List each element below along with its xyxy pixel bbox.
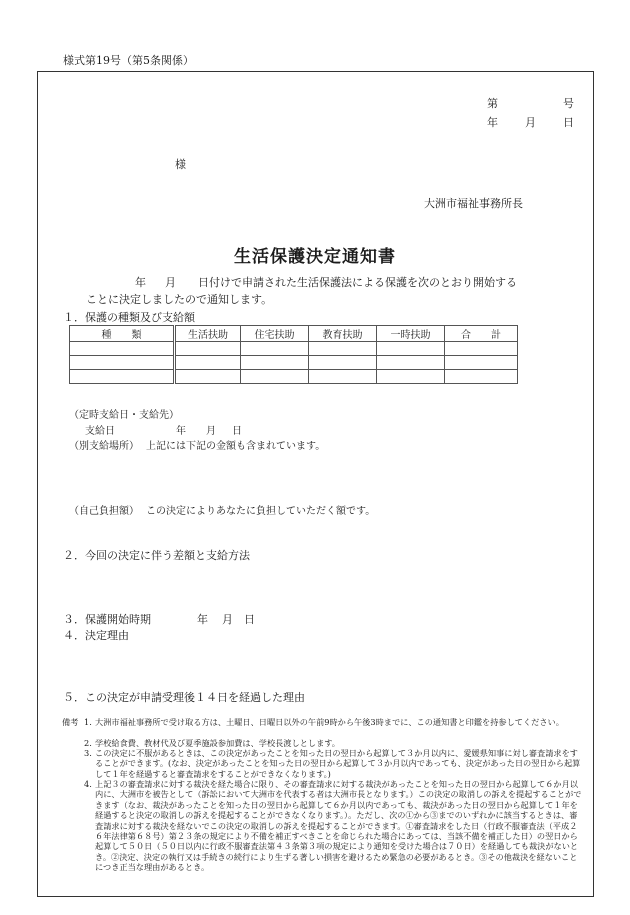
col-living: 生活扶助 xyxy=(175,326,241,342)
table-cell xyxy=(445,356,518,370)
form-number-label: 様式第19号（第5条関係） xyxy=(63,54,194,67)
table-cell xyxy=(175,342,241,356)
recipient-suffix: 様 xyxy=(175,158,186,171)
table-row xyxy=(70,370,518,384)
section3-year: 年 xyxy=(197,613,208,626)
benefit-table xyxy=(69,325,518,384)
note-item xyxy=(84,779,582,873)
table-cell xyxy=(445,370,518,384)
table-cell xyxy=(70,370,175,384)
document-title: 生活保護決定通知書 xyxy=(234,247,396,267)
table-cell xyxy=(377,342,445,356)
table-cell xyxy=(309,342,377,356)
section3-heading: ３．保護開始時期 xyxy=(63,613,151,626)
col-type: 種 類 xyxy=(70,326,175,342)
table-cell xyxy=(241,370,309,384)
note-number: 2. xyxy=(84,738,92,748)
table-row xyxy=(70,342,518,356)
section3-month: 月 xyxy=(222,613,233,626)
number-suffix: 号 xyxy=(563,97,574,110)
table-cell xyxy=(377,370,445,384)
note-number: 3. xyxy=(84,748,92,758)
note-item xyxy=(84,717,582,727)
table-cell xyxy=(175,370,241,384)
self-pay-label: （自己負担額） xyxy=(69,506,139,517)
table-cell xyxy=(377,356,445,370)
section2-heading: ２．今回の決定に伴う差額と支給方法 xyxy=(63,549,250,562)
col-education: 教育扶助 xyxy=(309,326,377,342)
note-number: 1. xyxy=(84,717,92,727)
table-cell xyxy=(309,370,377,384)
note-number: 4. xyxy=(84,779,92,789)
separate-place-label: （別支給場所） xyxy=(69,441,139,452)
payment-year: 年 xyxy=(176,426,186,437)
separate-place-text: 上記には下記の金額も含まれています。 xyxy=(146,441,326,452)
number-prefix: 第 xyxy=(487,97,498,110)
table-header-row xyxy=(70,326,518,342)
notes-heading: 備考 xyxy=(62,717,79,727)
table-cell xyxy=(241,342,309,356)
table-cell xyxy=(175,356,241,370)
col-temporary: 一時扶助 xyxy=(377,326,445,342)
note-text: 学校給食費、教材代及び夏季施設参加費は、学校長渡しとします。 xyxy=(95,738,340,748)
col-housing: 住宅扶助 xyxy=(241,326,309,342)
section5-heading: ５．この決定が申請受理後１４日を経過した理由 xyxy=(63,691,305,704)
regular-payment-label: （定時支給日・支給先） xyxy=(69,410,179,421)
note-item xyxy=(84,738,582,748)
note-item xyxy=(84,748,582,779)
header-year: 年 xyxy=(487,116,498,129)
note-text: この決定に不服があるときは、この決定があったことを知った日の翌日から起算して３か月以内に、愛媛県知事に対し審査請求をすることができます。(なお、決定があったことを知った日の翌日から起算して３か月以内であっても、決定があった日の翌日から起算して１年を経過すると審査請求をすることができなくなります。) xyxy=(95,748,581,779)
col-total: 合 計 xyxy=(445,326,518,342)
header-day: 日 xyxy=(563,116,574,129)
intro-line1: 日付けで申請された生活保護法による保護を次のとおり開始する xyxy=(198,276,517,289)
section4-heading: ４．決定理由 xyxy=(63,629,129,642)
table-cell xyxy=(241,356,309,370)
section3-day: 日 xyxy=(244,613,255,626)
table-cell xyxy=(70,356,175,370)
payment-day: 日 xyxy=(232,426,242,437)
table-cell xyxy=(309,356,377,370)
header-month: 月 xyxy=(525,116,536,129)
self-pay-text: この決定によりあなたに負担していただく額です。 xyxy=(146,506,376,517)
intro-line2: ことに決定しましたので通知します。 xyxy=(86,293,273,306)
payment-day-label: 支給日 xyxy=(85,426,115,437)
table-cell xyxy=(70,342,175,356)
section1-heading: １．保護の種類及び支給額 xyxy=(63,311,195,324)
table-cell xyxy=(445,342,518,356)
intro-month: 月 xyxy=(165,276,176,289)
intro-year: 年 xyxy=(135,276,146,289)
table-row xyxy=(70,356,518,370)
issuer: 大洲市福祉事務所長 xyxy=(424,197,523,210)
payment-month: 月 xyxy=(206,426,216,437)
note-text: 上記３の審査請求に対する裁決を経た場合に限り、その審査請求に対する裁決があったことを知った日の翌日から起算して６か月以内に、大洲市を被告として（訴訟において大洲市を代表する者は大洲市長となります。）この決定の取消しの訴えを提起することができます（なお、裁決があったことを知った日の翌日から起算して６か月以内であっても、裁決があった日の翌日から起算して１年を経過すると決定の取消しの訴えを提起することができなくなります。）。ただし、次の①から③までのいずれかに該当するときは、審査請求に対する裁決を経ないでこの決定の取消しの訴えを提起することができます。①審査請求をした日（行政不服審査法（平成２６年法律第６８号）第２３条の規定により不備を補正すべきことを命じられた場合にあっては、当該不備を補正した日）の翌日から起算して５０日（５０日以内に行政不服審査法第４３条第３項の規定により通知を受けた場合は７０日）を経過しても裁決がないとき。②決定、決定の執行又は手続きの続行により生ずる著しい損害を避けるため緊急の必要があるとき。③その他裁決を経ないことにつき正当な理由があるとき。 xyxy=(95,779,582,873)
note-text: 大洲市福祉事務所で受け取る方は、土曜日、日曜日以外の午前9時から午後3時までに、この通知書と印鑑を持参してください。 xyxy=(95,717,564,727)
